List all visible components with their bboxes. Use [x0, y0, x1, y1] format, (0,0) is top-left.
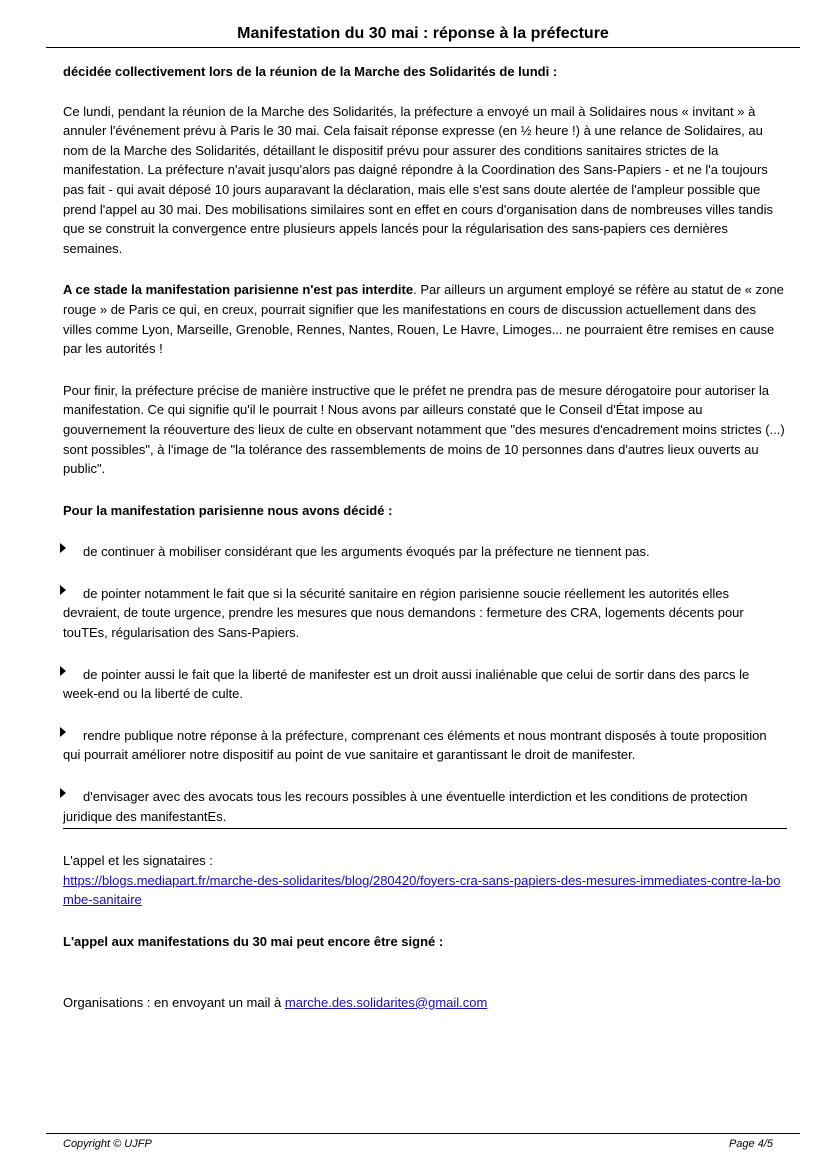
list-item-text: de continuer à mobiliser considérant que les arguments évoqués par la préfecture ne tiennent pas. [83, 544, 650, 560]
paragraph-2-bold: A ce stade la manifestation parisienne n'est pas interdite [63, 282, 414, 298]
list-item-text: de pointer aussi le fait que la liberté de manifester est un droit aussi inaliénable que celui de sortir dans des parcs le week-end ou la liberté de culte. [63, 666, 750, 702]
list-item [63, 787, 787, 826]
triangle-bullet-icon [59, 542, 67, 554]
list-item [63, 542, 787, 562]
intro-heading: décidée collectivement lors de la réunion de la Marche des Solidarités de lundi : [63, 64, 558, 79]
triangle-bullet-icon [59, 584, 67, 596]
list-item-text: rendre publique notre réponse à la préfecture, comprenant ces éléments et nous montrant disposés à toute proposition qui pourrait améliorer notre dispositif au point de vue sanitaire et garantissant le droit de manifester. [63, 727, 767, 763]
paragraph-2-rest: . Par ailleurs un argument employé se réfère au statut de « zone rouge » de Paris ce qui, en creux, pourrait signifier que les manifestations en cours de discussion actuellement dans des villes comme Lyon, Marseille, Grenoble, Rennes, Nantes, Rouen, Le Havre, Limoges... ne pourraient être remises en cause par les autorités ! [63, 282, 784, 357]
list-item-text: de pointer notamment le fait que si la sécurité sanitaire en région parisienne soucie réellement les autorités elles devraient, de toute urgence, prendre les mesures que nous demandons : fermeture des CRA, logements décents pour touTEs, régularisation des Sans-Papiers. [63, 585, 744, 641]
organisations-line [63, 993, 787, 1013]
list-item-text: d'envisager avec des avocats tous les recours possibles à une éventuelle interdiction et les conditions de protection juridique des manifestantEs. [63, 789, 748, 824]
page-title: Manifestation du 30 mai : réponse à la préfecture [237, 25, 609, 42]
triangle-bullet-icon [59, 787, 67, 799]
appeal-link[interactable]: https://blogs.mediapart.fr/marche-des-solidarites/blog/280420/foyers-cra-sans-papiers-des-mesures-immediates-contre-la-bombe-sanitaire [63, 872, 781, 908]
appeal-label: L'appel et les signataires : [63, 853, 213, 869]
triangle-bullet-icon [59, 726, 67, 738]
header-divider [46, 47, 800, 48]
sign-heading: L'appel aux manifestations du 30 mai peut encore être signé : [63, 934, 444, 949]
list-item [63, 665, 787, 704]
list-item [63, 726, 787, 765]
organisations-prefix: Organisations : en envoyant un mail à [63, 994, 285, 1010]
footer-copyright: Copyright © UJFP [63, 1138, 152, 1150]
paragraph-3: Pour finir, la préfecture précise de manière instructive que le préfet ne prendra pas de mesure dérogatoire pour autoriser la manifestation. Ce qui signifie qu'il le pourrait ! Nous avons par ailleurs constaté que le Conseil d'État impose au gouvernement la réouverture des lieux de culte en observant notamment que "des mesures d'encadrement moins strictes (...) sont possibles", à l'image de "la tolérance des rassemblements de moins de 10 personnes dans d'autres lieux ouverts au public". [63, 382, 785, 477]
page-number: Page 4/5 [728, 1138, 773, 1150]
email-link[interactable]: marche.des.solidarites@gmail.com [284, 994, 488, 1010]
triangle-bullet-icon [59, 665, 67, 677]
paragraph-2 [63, 280, 787, 358]
footer-divider [46, 1133, 800, 1134]
list-item [63, 584, 787, 643]
paragraph-1: Ce lundi, pendant la réunion de la Marche des Solidarités, la préfecture a envoyé un mail à Solidaires nous « invitant » à annuler l'événement prévu à Paris le 30 mai. Cela faisait réponse expresse (en ½ heure !) à une relance de Solidaires, au nom de la Marche des Solidarités, détaillant le dispositif prévu pour assurer des conditions sanitaires strictes de la manifestation. La préfecture n'avait jusqu'alors pas daigné répondre à la Coordination des Sans-Papiers - et ne l'a toujours pas fait - qui avait déposé 10 jours auparavant la déclaration, mais elle s'est sans doute alertée de l'ampleur possible que prend l'appel au 30 mai. Des mobilisations similaires sont en effet en cours d'organisation dans de nombreuses villes tandis que se construit la convergence entre plusieurs appels lancés pour la régularisation des sans-papiers ces dernières semaines. [63, 103, 774, 256]
article-body [63, 62, 787, 1012]
decision-heading: Pour la manifestation parisienne nous avons décidé : [63, 502, 393, 518]
